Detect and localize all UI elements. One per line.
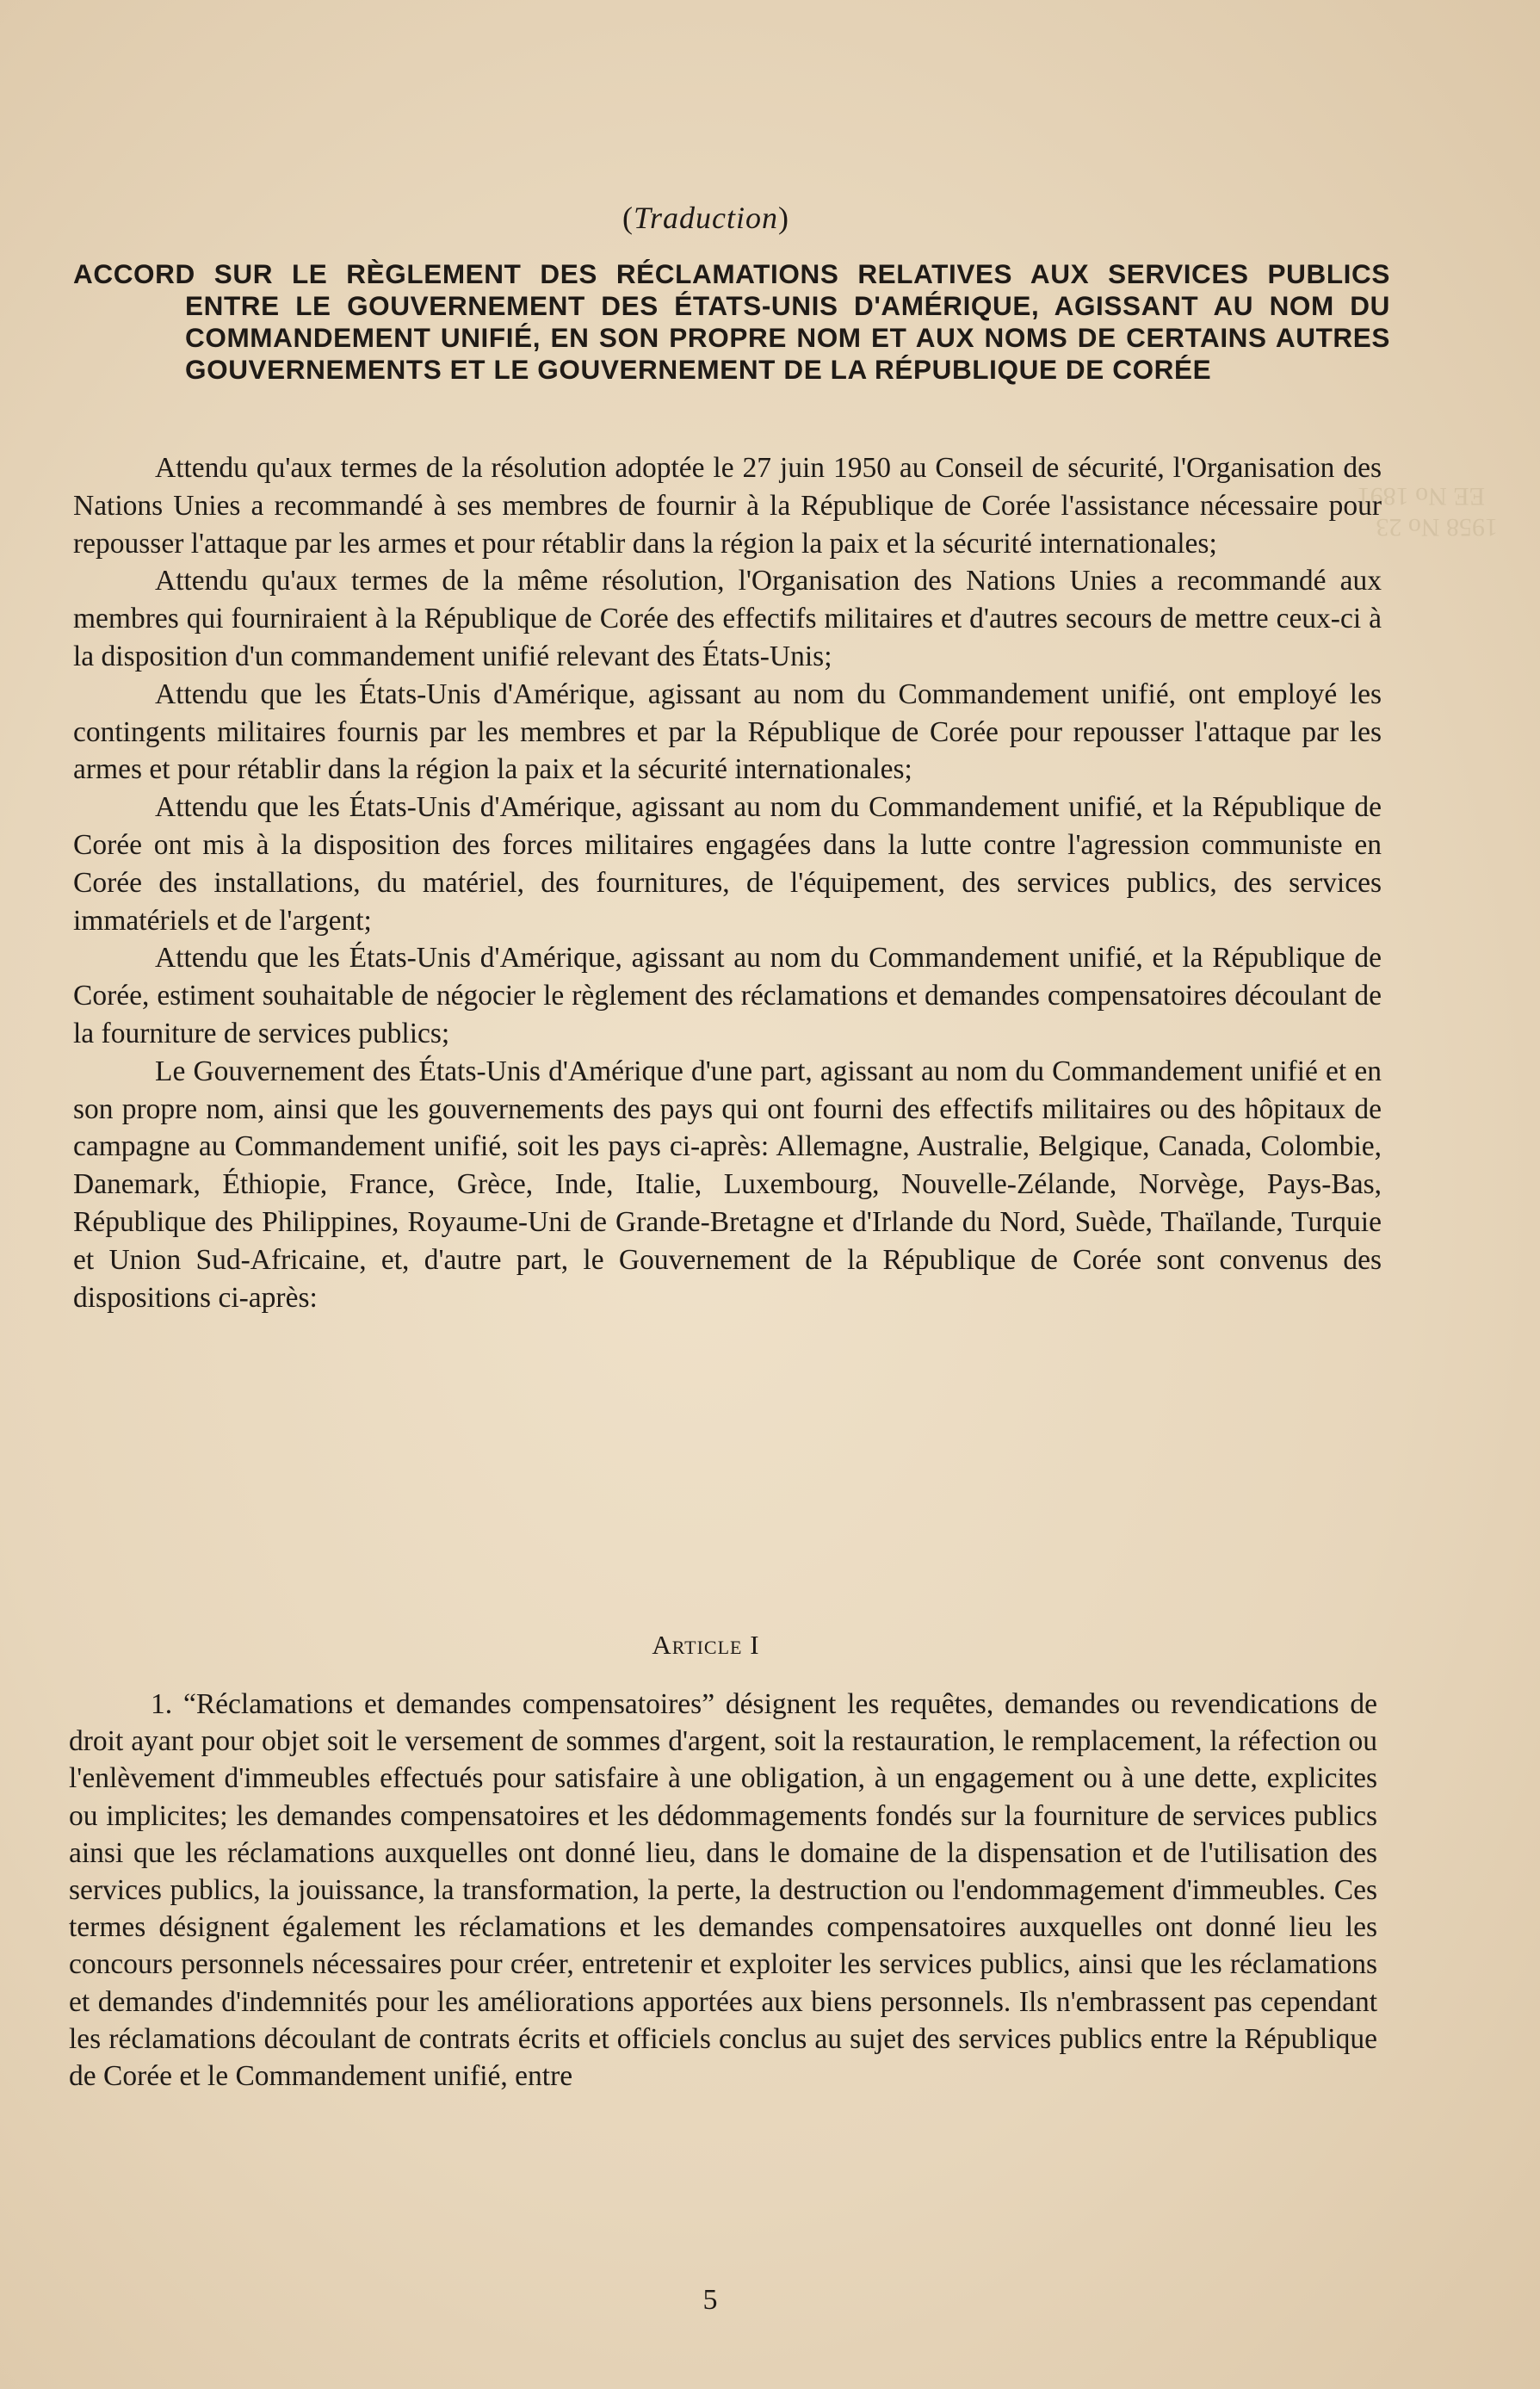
article-body [69, 1686, 1377, 2095]
document-title: ACCORD SUR LE RÈGLEMENT DES RÉCLAMATIONS RELATIVES AUX SERVICES PUBLICS ENTRE LE GOUVERNEMENT DES ÉTATS-UNIS D'AMÉRIQUE, AGISSANT AU NOM DU COMMANDEMENT UNIFIÉ, EN SON PROPRE NOM ET AUX NOMS DE CERTAINS AUTRES GOUVERNEMENTS ET LE GOUVERNEMENT DE LA RÉPUBLIQUE DE CORÉE [73, 258, 1390, 385]
page-number: 5 [702, 2284, 718, 2316]
paragraph: Attendu qu'aux termes de la résolution adoptée le 27 juin 1950 au Conseil de sécurité, l'Organisation des Nations Unies a recommandé à ses membres de fournir à la République de Corée l'assistance nécessaire pour repousser l'attaque par les armes et pour rétablir dans la région la paix et la sécurité internationales; [73, 452, 1382, 560]
translation-label: (Traduction) [622, 201, 790, 235]
preamble [73, 449, 1382, 1316]
paragraph: Le Gouvernement des États-Unis d'Amérique d'une part, agissant au nom du Commandement unifié et en son propre nom, ainsi que les gouvernements des pays qui ont fourni des effectifs militaires ou des hôpitaux de campagne au Commandement unifié, soit les pays ci-après: Allemagne, Australie, Belgique, Canada, Colombie, Danemark, Éthiopie, France, Grèce, Inde, Italie, Luxembourg, Nouvelle-Zélande, Norvège, Pays-Bas, République des Philippines, Royaume-Uni de Grande-Bretagne et d'Irlande du Nord, Suède, Thaïlande, Turquie et Union Sud-Africaine, et, d'autre part, le Gouvernement de la République de Corée sont convenus des dispositions ci-après: [73, 1055, 1382, 1314]
paragraph: Attendu qu'aux termes de la même résolution, l'Organisation des Nations Unies a recommandé aux membres qui fourniraient à la République de Corée des effectifs militaires et d'autres secours de mettre ceux-ci à la disposition d'un commandement unifié relevant des États-Unis; [73, 565, 1382, 672]
article-heading: Article I [652, 1630, 760, 1660]
paragraph: Attendu que les États-Unis d'Amérique, agissant au nom du Commandement unifié, et la République de Corée ont mis à la disposition des forces militaires engagées dans la lutte contre l'agression communiste en Corée des installations, du matériel, des fournitures, de l'équipement, des services publics, des services immatériels et de l'argent; [73, 791, 1382, 937]
bleed-through-text: 1958 No 23 EE No 1891 [1357, 482, 1498, 542]
paragraph: Attendu que les États-Unis d'Amérique, agissant au nom du Commandement unifié, et la République de Corée, estiment souhaitable de négocier le règlement des réclamations et demandes compensatoires découlant de la fourniture de services publics; [73, 942, 1382, 1049]
paragraph: 1. “Réclamations et demandes compensatoires” désignent les requêtes, demandes ou revendications de droit ayant pour objet soit le versement de sommes d'argent, soit la restauration, le remplacement, la réfection ou l'enlèvement d'immeubles effectués pour satisfaire à une obligation, à un engagement ou à une dette, explicites ou implicites; les demandes compensatoires et les dédommagements fondés sur la fourniture de services publics ainsi que les réclamations auxquelles ont donné lieu, dans le domaine de la dispensation et de l'utilisation des services publics, la jouissance, la transformation, la perte, la destruction ou l'endommagement d'immeubles. Ces termes désignent également les réclamations et les demandes compensatoires auxquelles ont donné lieu les concours personnels nécessaires pour créer, entretenir et exploiter les services publics, ainsi que les réclamations et demandes d'indemnités pour les améliorations apportées aux biens personnels. Ils n'embrassent pas cependant les réclamations découlant de contrats écrits et officiels conclus au sujet des services publics entre la République de Corée et le Commandement unifié, entre [69, 1688, 1377, 2093]
paragraph: Attendu que les États-Unis d'Amérique, agissant au nom du Commandement unifié, ont employé les contingents militaires fournis par les membres et par la République de Corée pour repousser l'attaque par les armes et pour rétablir dans la région la paix et la sécurité internationales; [73, 678, 1382, 786]
